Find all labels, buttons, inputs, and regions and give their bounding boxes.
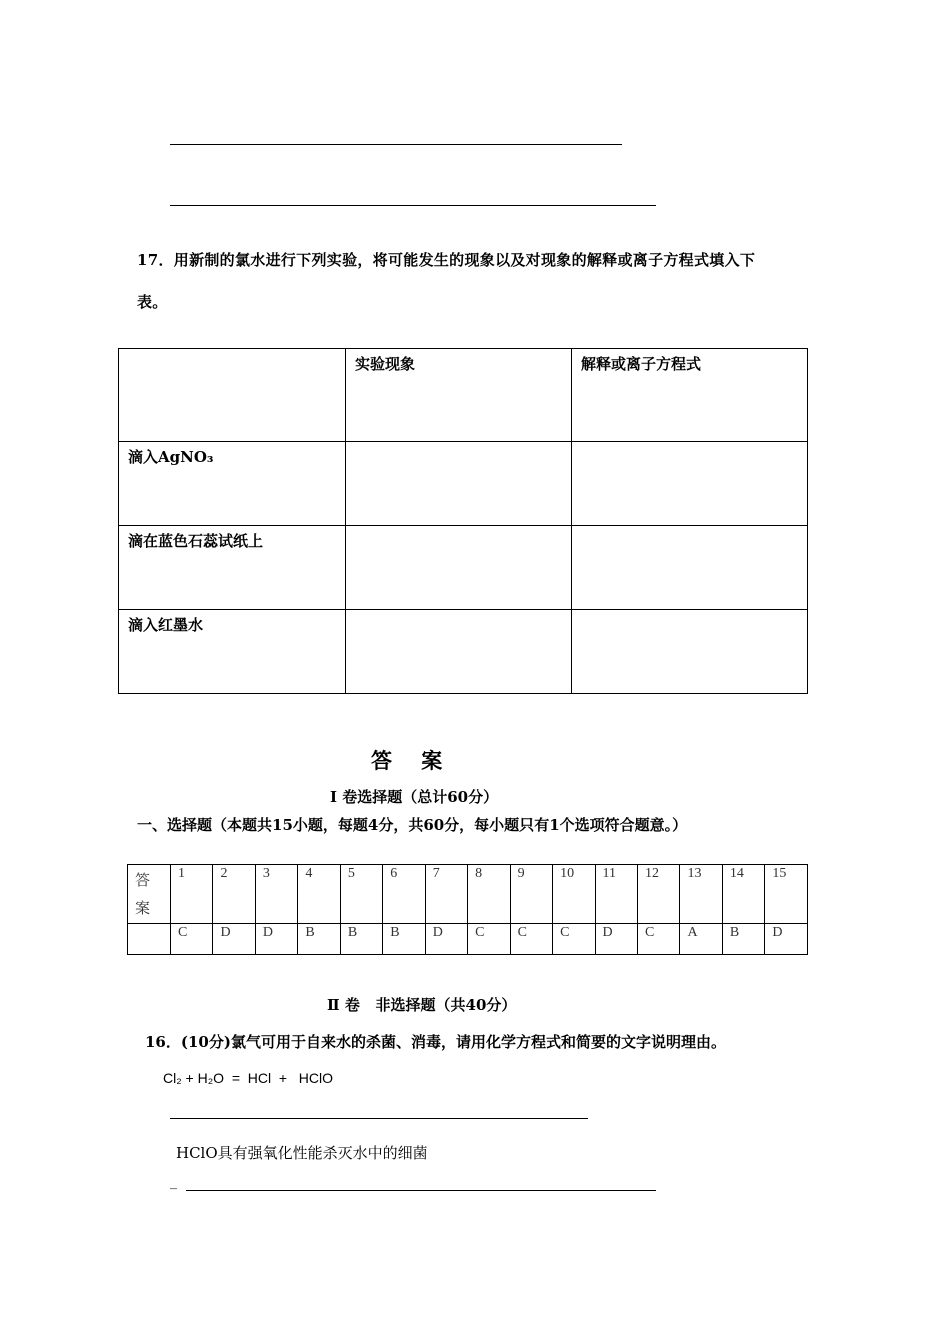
answer-number-cell: 13 — [680, 865, 722, 924]
experiment-table — [118, 348, 808, 694]
answer-choice-cell: D — [765, 924, 808, 955]
answer-number-cell: 12 — [637, 865, 679, 924]
answer-number-cell: 4 — [298, 865, 340, 924]
answer-line — [170, 205, 656, 206]
table-row — [119, 610, 808, 694]
answer-choice-cell: D — [213, 924, 255, 955]
answer-number-cell: 6 — [383, 865, 425, 924]
answer-label: 答案 — [128, 865, 171, 924]
table-row-label: 滴入红墨水 — [119, 610, 346, 694]
answer-number-cell: 10 — [553, 865, 595, 924]
answer-choice-cell: D — [425, 924, 467, 955]
answer-choice-cell: D — [595, 924, 637, 955]
table-cell — [572, 442, 808, 526]
answer-title: 答 案 — [371, 748, 443, 773]
question-17-text-cont: 表。 — [137, 293, 168, 311]
answer-line — [170, 1118, 588, 1119]
table-row — [128, 865, 808, 924]
explanation-text: HClO具有强氧化性能杀灭水中的细菌 — [176, 1144, 428, 1162]
table-cell — [572, 526, 808, 610]
answer-table — [127, 864, 808, 955]
table-cell — [346, 610, 572, 694]
blank-dash: _ — [170, 1174, 177, 1190]
answer-number-cell: 8 — [468, 865, 510, 924]
table-header-phenomenon: 实验现象 — [346, 349, 572, 442]
answer-number-cell: 14 — [722, 865, 764, 924]
table-row — [119, 526, 808, 610]
chemical-equation: Cl₂ + H₂O = HCl + HClO — [163, 1070, 333, 1086]
table-cell — [119, 349, 346, 442]
part2-title: Ⅱ 卷 非选择题（共40分） — [327, 996, 517, 1014]
answer-choice-cell: D — [255, 924, 297, 955]
answer-choice-cell: C — [637, 924, 679, 955]
table-row-label: 滴在蓝色石蕊试纸上 — [119, 526, 346, 610]
answer-choice-cell: C — [171, 924, 213, 955]
table-cell — [572, 610, 808, 694]
question-16-text: 16．(10分)氯气可用于自来水的杀菌、消毒，请用化学方程式和简要的文字说明理由。 — [145, 1033, 726, 1051]
answer-choice-cell: B — [298, 924, 340, 955]
part1-title: Ⅰ 卷选择题（总计60分） — [330, 788, 499, 806]
answer-choice-cell: B — [722, 924, 764, 955]
answer-number-cell: 7 — [425, 865, 467, 924]
answer-number-cell: 9 — [510, 865, 552, 924]
answer-number-cell: 5 — [340, 865, 382, 924]
answer-choice-cell: C — [468, 924, 510, 955]
table-row — [119, 349, 808, 442]
answer-number-cell: 11 — [595, 865, 637, 924]
answer-choice-cell: C — [510, 924, 552, 955]
answer-choice-cell: C — [553, 924, 595, 955]
table-row-label: 滴入AgNO₃ — [119, 442, 346, 526]
table-header-explanation: 解释或离子方程式 — [572, 349, 808, 442]
answer-line — [170, 144, 622, 145]
table-row — [128, 924, 808, 955]
table-cell — [346, 526, 572, 610]
answer-line — [186, 1190, 656, 1191]
answer-number-cell: 2 — [213, 865, 255, 924]
answer-number-cell: 1 — [171, 865, 213, 924]
answer-choice-cell: B — [340, 924, 382, 955]
answer-number-cell: 15 — [765, 865, 808, 924]
table-row — [119, 442, 808, 526]
answer-choice-cell: A — [680, 924, 722, 955]
answer-number-cell: 3 — [255, 865, 297, 924]
table-cell — [128, 924, 171, 955]
question-17-text: 17．用新制的氯水进行下列实验，将可能发生的现象以及对现象的解释或离子方程式填入下 — [137, 251, 756, 269]
table-cell — [346, 442, 572, 526]
answer-choice-cell: B — [383, 924, 425, 955]
section1-heading: 一、选择题（本题共15小题，每题4分，共60分，每小题只有1个选项符合题意。） — [137, 816, 688, 834]
